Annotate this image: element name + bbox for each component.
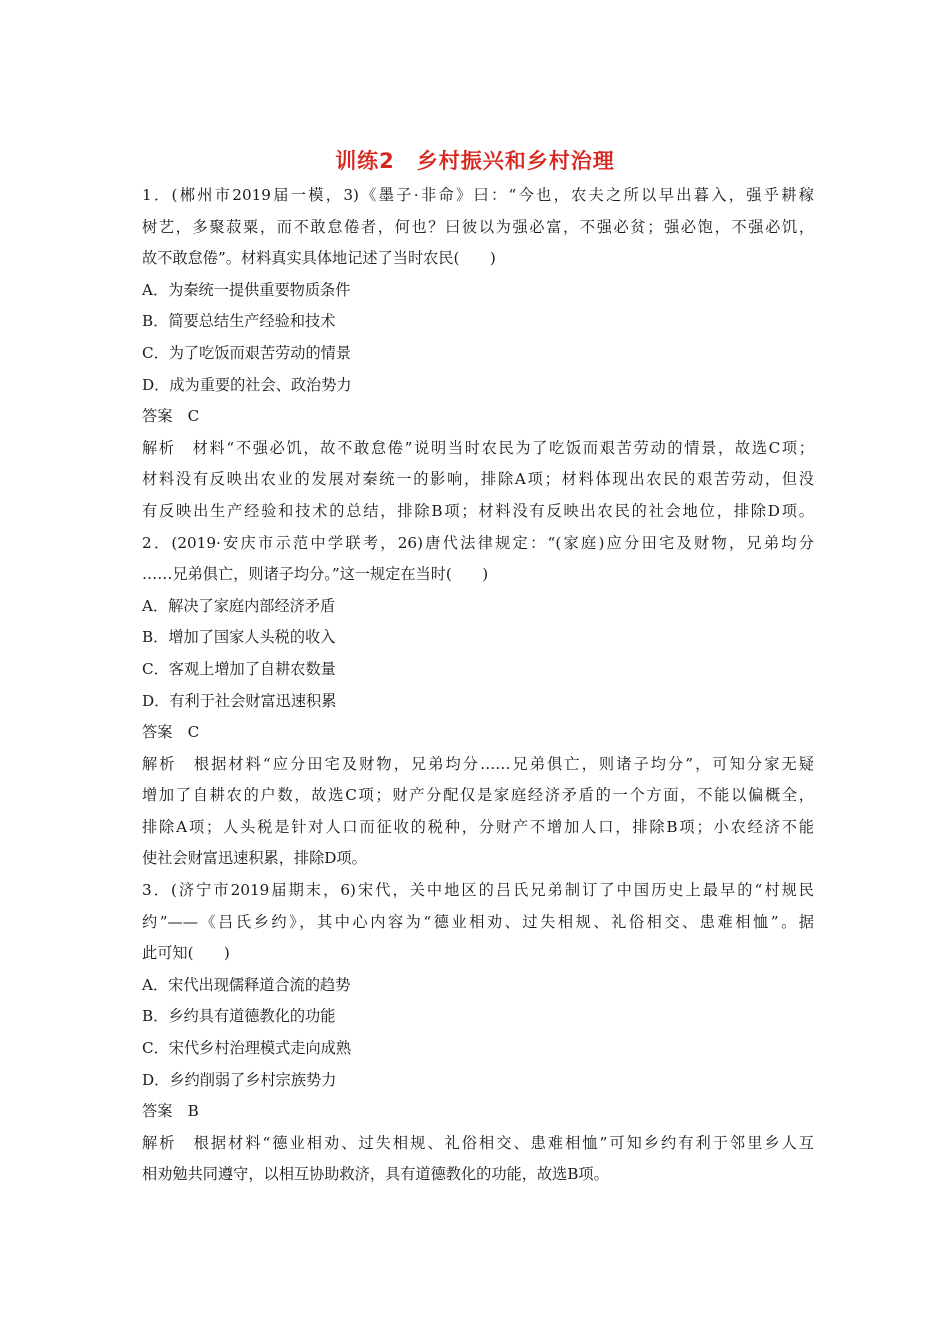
answer-line: 答案 C [142, 407, 200, 426]
question-stem-line: 约”——《吕氏乡约》，其中心内容为“德业相劝、过失相规、礼俗相交、患难相恤”。据 [142, 912, 814, 931]
answer-line: 答案 B [142, 1102, 199, 1121]
option-a: A．宋代出现儒释道合流的趋势 [142, 975, 351, 994]
analysis-line: 解析 根据材料“应分田宅及财物，兄弟均分……兄弟俱亡，则诸子均分”，可知分家无疑 [142, 754, 814, 773]
option-c: C．宋代乡村治理模式走向成熟 [142, 1039, 352, 1058]
question-2 [142, 528, 814, 876]
option-c: C．为了吃饭而艰苦劳动的情景 [142, 343, 352, 362]
option-b: B．乡约具有道德教化的功能 [142, 1007, 336, 1026]
answer-line: 答案 C [142, 723, 200, 742]
question-list [142, 180, 814, 1191]
option-d: D．乡约削弱了乡村宗族势力 [142, 1070, 337, 1089]
option-a: A．解决了家庭内部经济矛盾 [142, 596, 336, 615]
question-stem-line: ……兄弟俱亡，则诸子均分。”这一规定在当时( ) [142, 565, 489, 584]
question-3 [142, 875, 814, 1191]
analysis-line: 排除A项；人头税是针对人口而征收的税种，分财产不增加人口，排除B项；小农经济不能 [142, 817, 814, 836]
analysis-line: 有反映出生产经验和技术的总结，排除B项；材料没有反映出农民的社会地位，排除D项。 [142, 501, 814, 520]
option-b: B．简要总结生产经验和技术 [142, 312, 336, 331]
question-1 [142, 180, 814, 528]
question-stem-line: 1．(郴州市2019届一模，3)《墨子·非命》曰：“今也，农夫之所以早出暮入，强乎耕稼 [142, 186, 814, 204]
analysis-line: 解析 根据材料“德业相劝、过失相规、礼俗相交、患难相恤”可知乡约有利于邻里乡人互 [142, 1133, 814, 1152]
option-a: A．为秦统一提供重要物质条件 [142, 280, 351, 299]
question-stem-line: 此可知( ) [142, 944, 230, 963]
analysis-line: 相劝勉共同遵守，以相互协助救济，具有道德教化的功能，故选B项。 [142, 1165, 609, 1184]
analysis-line: 增加了自耕农的户数，故选C项；财产分配仅是家庭经济矛盾的一个方面，不能以偏概全， [142, 786, 814, 805]
option-b: B．增加了国家人头税的收入 [142, 628, 336, 647]
question-stem-line: 树艺，多聚菽粟，而不敢怠倦者，何也？曰彼以为强必富，不强必贫；强必饱，不强必饥， [142, 217, 814, 236]
question-stem-line: 3．(济宁市2019届期末，6)宋代，关中地区的吕氏兄弟制订了中国历史上最早的“村规民 [142, 881, 814, 900]
question-stem-line: 2．(2019·安庆市示范中学联考，26)唐代法律规定：“(家庭)应分田宅及财物，兄弟均分 [142, 533, 814, 552]
option-d: D．成为重要的社会、政治势力 [142, 375, 352, 394]
analysis-line: 解析 材料“不强必饥，故不敢怠倦”说明当时农民为了吃饭而艰苦劳动的情景，故选C项； [142, 438, 814, 457]
analysis-line: 使社会财富迅速积累，排除D项。 [142, 849, 367, 868]
option-d: D．有利于社会财富迅速积累 [142, 691, 337, 710]
page-title: 训练2 乡村振兴和乡村治理 [335, 149, 615, 173]
analysis-line: 材料没有反映出农业的发展对秦统一的影响，排除A项；材料体现出农民的艰苦劳动，但没 [142, 470, 814, 489]
question-stem-line: 故不敢怠倦”。材料真实具体地记述了当时农民( ) [142, 249, 496, 268]
option-c: C．客观上增加了自耕农数量 [142, 659, 336, 678]
